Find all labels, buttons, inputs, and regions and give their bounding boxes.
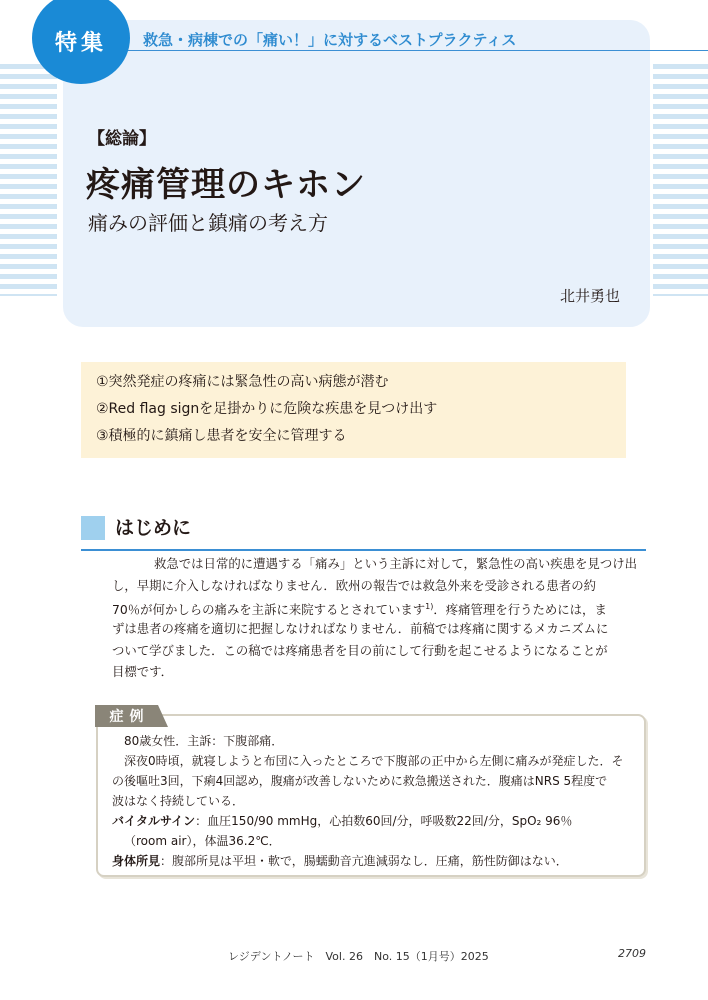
case-text	[112, 731, 632, 871]
body-line: ついて学びました．この稿では疼痛患者を目の前にして行動を起こせるようになることが	[112, 642, 608, 658]
section-marker	[81, 516, 105, 540]
case-line: （room air），体温36.2℃．	[124, 834, 281, 848]
journal-footer: レジデントノート Vol. 26 No. 15（1月号）2025	[228, 950, 489, 963]
vitals-label: バイタルサイン	[112, 814, 196, 828]
vitals-text: ：血圧150/90 mmHg，心拍数60回/分，呼吸数22回/分，SpO₂ 96％	[195, 814, 573, 828]
case-line: 80歳女性．主訴：下腹部痛．	[124, 734, 284, 748]
case-exam	[112, 851, 632, 871]
decorative-stripes-right	[653, 64, 708, 296]
article-title: 疼痛管理のキホン	[86, 165, 366, 205]
body-line: 目標です．	[112, 664, 173, 680]
body-line: ずは患者の疼痛を適切に把握しなければなりません．前稿では疼痛に関するメカニズムに	[112, 621, 609, 637]
key-point: ①突然発症の疼痛には緊急性の高い病態が潜む	[96, 374, 389, 390]
section-heading	[81, 516, 646, 551]
case-line: の後嘔吐3回，下痢4回認め，腹痛が改善しないために救急搬送された．腹痛はNRS 5程度で	[112, 774, 608, 788]
article-category: 【総論】	[88, 129, 156, 149]
exam-text: ：腹部所見は平坦・軟で，腸蠕動音亢進減弱なし．圧痛，筋性防御はない．	[160, 854, 568, 868]
body-line: 救急では日常的に遭遇する「痛み」という主訴に対して，緊急性の高い疾患を見つけ出	[154, 556, 637, 571]
exam-label: 身体所見	[112, 854, 161, 868]
body-line: し，早期に介入しなければなりません．欧州の報告では救急外来を受診される患者の約	[112, 577, 596, 593]
body-text-segment: 70％が何かしらの痛みを主訴に来院するとされています	[112, 602, 426, 618]
section-body	[112, 553, 646, 683]
series-underline	[120, 50, 708, 51]
article-subtitle: 痛みの評価と鎮痛の考え方	[88, 211, 328, 235]
feature-badge: 特集	[32, 0, 130, 84]
section-title: はじめに	[115, 517, 192, 539]
key-points-box	[81, 362, 626, 458]
body-text-segment: ．疼痛管理を行うためには，ま	[433, 602, 607, 618]
page-number: 2709	[618, 947, 646, 960]
key-point: ②Red flag signを足掛かりに危険な疾患を見つけ出す	[96, 401, 438, 417]
author-name: 北井勇也	[559, 287, 620, 305]
body-line	[112, 596, 646, 618]
key-point: ③積極的に鎮痛し患者を安全に管理する	[96, 428, 347, 444]
case-line: 波はなく持続している．	[112, 794, 245, 808]
case-label: 症例	[95, 705, 158, 727]
case-line: 深夜0時頃，就寝しようと布団に入ったところで下腹部の正中から左側に痛みが発症した．そ	[124, 754, 624, 768]
case-vitals	[112, 811, 632, 831]
decorative-stripes-left	[0, 64, 57, 296]
citation-marker[interactable]: 1)	[425, 602, 434, 612]
series-title: 救急・病棟での「痛い！」に対するベストプラクティス	[143, 31, 517, 49]
